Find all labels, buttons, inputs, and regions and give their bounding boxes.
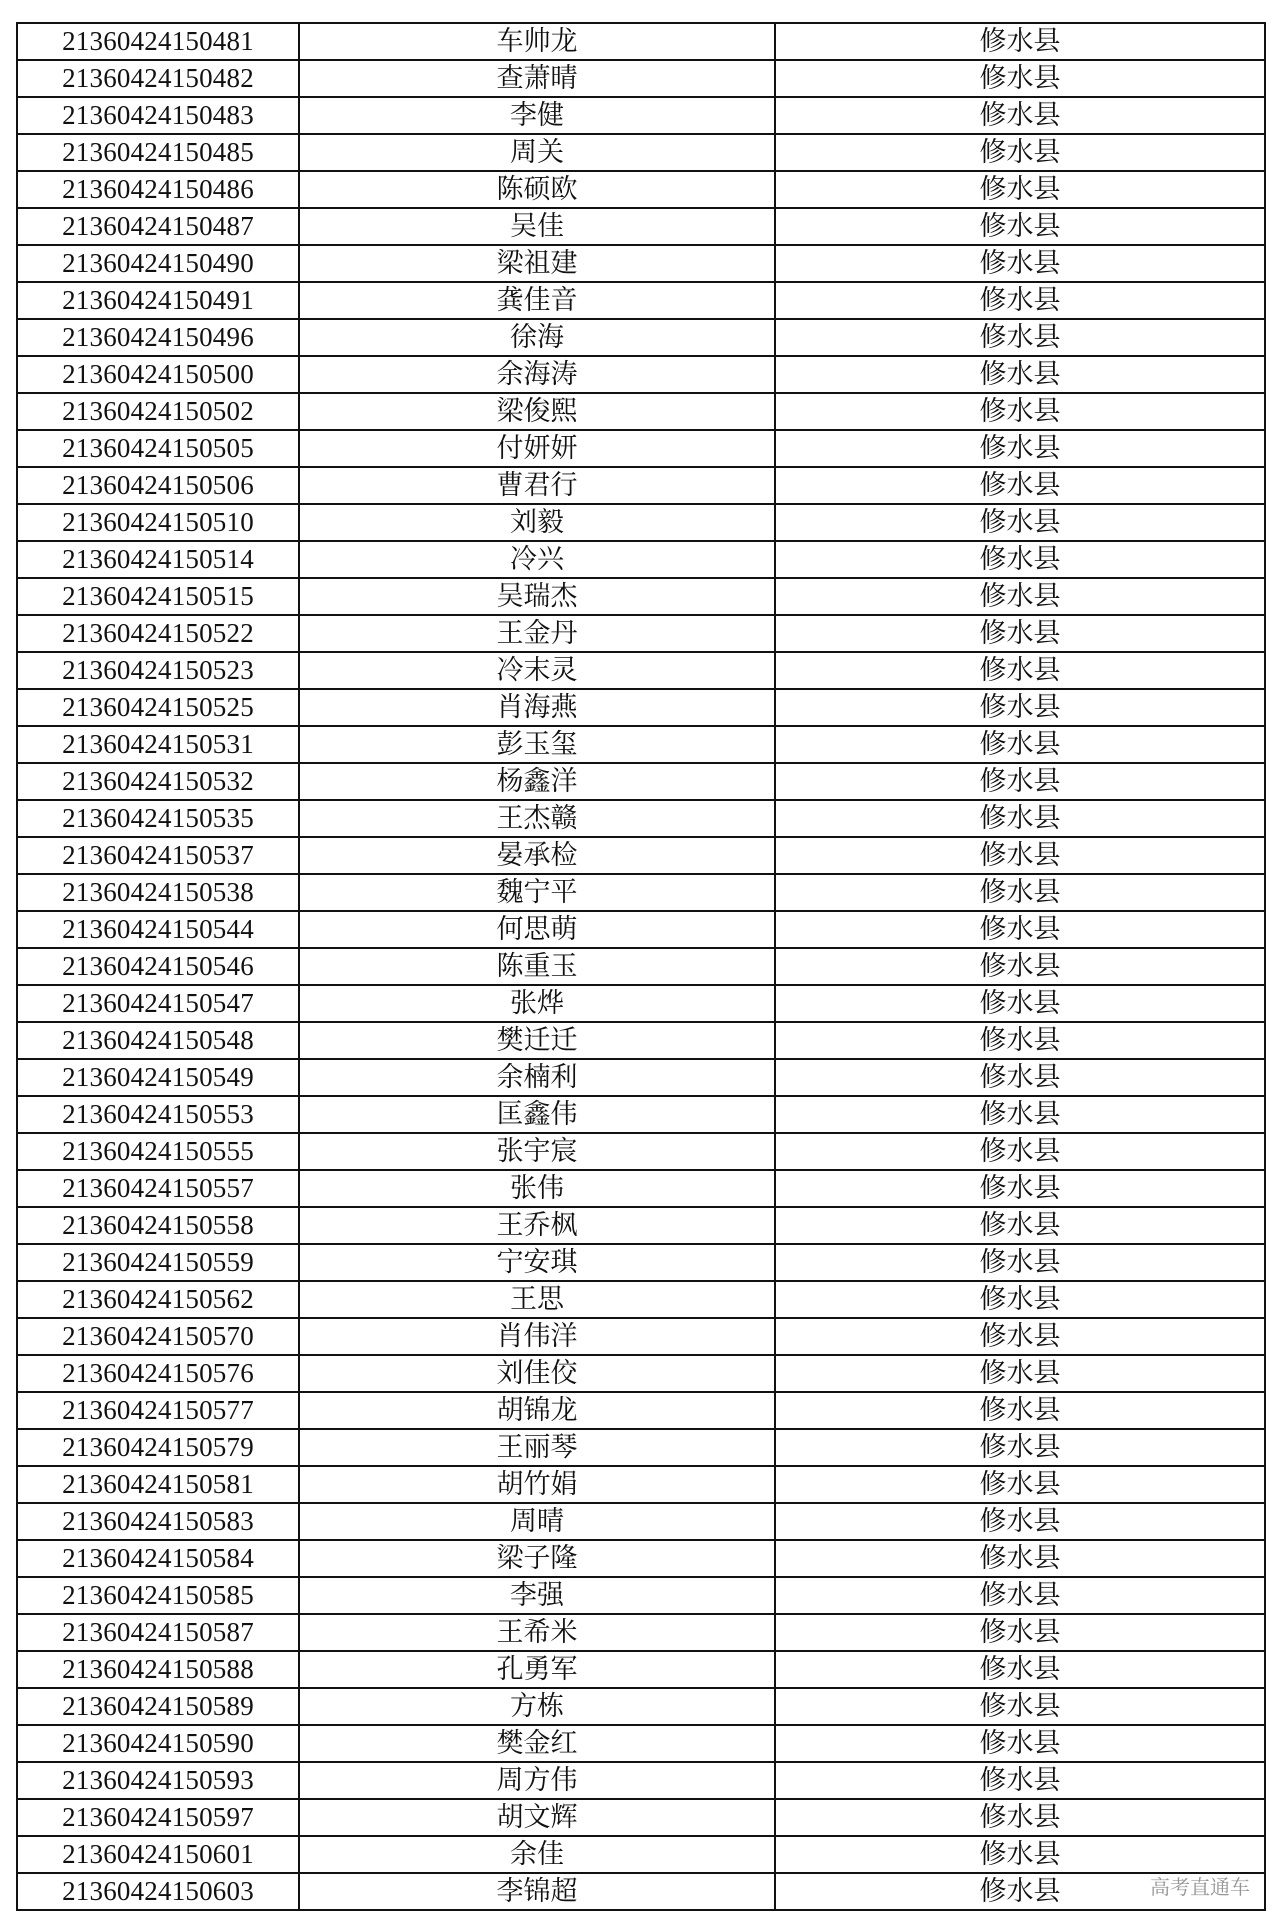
student-name-cell: 曹君行 [299,467,775,504]
exam-number-cell: 21360424150579 [17,1429,299,1466]
exam-number-cell: 21360424150510 [17,504,299,541]
county-cell: 修水县 [775,504,1265,541]
table-row [17,134,1265,171]
student-name-cell: 何思萌 [299,911,775,948]
county-cell: 修水县 [775,1059,1265,1096]
student-name-cell: 张伟 [299,1170,775,1207]
student-name-cell: 刘佳佼 [299,1355,775,1392]
table-row [17,1318,1265,1355]
student-name-cell: 孔勇军 [299,1651,775,1688]
exam-number-cell: 21360424150537 [17,837,299,874]
exam-number-cell: 21360424150535 [17,800,299,837]
student-name-cell: 吴佳 [299,208,775,245]
exam-number-cell: 21360424150576 [17,1355,299,1392]
student-name-cell: 刘毅 [299,504,775,541]
county-cell: 修水县 [775,356,1265,393]
student-name-cell: 匡鑫伟 [299,1096,775,1133]
student-name-cell: 徐海 [299,319,775,356]
table-row [17,282,1265,319]
student-name-cell: 王乔枫 [299,1207,775,1244]
exam-number-cell: 21360424150547 [17,985,299,1022]
county-cell: 修水县 [775,1244,1265,1281]
exam-number-cell: 21360424150546 [17,948,299,985]
exam-number-cell: 21360424150500 [17,356,299,393]
county-cell: 修水县 [775,726,1265,763]
student-name-cell: 樊迁迁 [299,1022,775,1059]
exam-number-cell: 21360424150570 [17,1318,299,1355]
county-cell: 修水县 [775,1170,1265,1207]
county-cell: 修水县 [775,1688,1265,1725]
exam-number-cell: 21360424150515 [17,578,299,615]
student-name-cell: 张宇宸 [299,1133,775,1170]
county-cell: 修水县 [775,134,1265,171]
student-name-cell: 冷兴 [299,541,775,578]
county-cell: 修水县 [775,319,1265,356]
table-row [17,97,1265,134]
student-name-cell: 胡竹娟 [299,1466,775,1503]
county-cell: 修水县 [775,1836,1265,1873]
table-row [17,578,1265,615]
exam-number-cell: 21360424150482 [17,60,299,97]
student-name-cell: 王丽琴 [299,1429,775,1466]
student-name-cell: 吴瑞杰 [299,578,775,615]
exam-number-cell: 21360424150581 [17,1466,299,1503]
county-cell: 修水县 [775,1725,1265,1762]
county-cell: 修水县 [775,1429,1265,1466]
county-cell: 修水县 [775,1022,1265,1059]
student-name-cell: 余海涛 [299,356,775,393]
exam-number-cell: 21360424150559 [17,1244,299,1281]
exam-number-cell: 21360424150588 [17,1651,299,1688]
exam-number-cell: 21360424150584 [17,1540,299,1577]
county-cell: 修水县 [775,911,1265,948]
roster-body [17,23,1265,1910]
county-cell: 修水县 [775,541,1265,578]
exam-number-cell: 21360424150486 [17,171,299,208]
table-row [17,430,1265,467]
table-row [17,1059,1265,1096]
county-cell: 修水县 [775,1096,1265,1133]
exam-number-cell: 21360424150506 [17,467,299,504]
county-cell: 修水县 [775,467,1265,504]
table-row [17,1207,1265,1244]
county-cell: 修水县 [775,800,1265,837]
county-cell: 修水县 [775,282,1265,319]
county-cell: 修水县 [775,1133,1265,1170]
exam-number-cell: 21360424150589 [17,1688,299,1725]
table-row [17,393,1265,430]
student-name-cell: 魏宁平 [299,874,775,911]
student-name-cell: 宁安琪 [299,1244,775,1281]
county-cell: 修水县 [775,689,1265,726]
table-row [17,1244,1265,1281]
county-cell: 修水县 [775,837,1265,874]
county-cell: 修水县 [775,97,1265,134]
table-row [17,319,1265,356]
student-name-cell: 周晴 [299,1503,775,1540]
table-row [17,726,1265,763]
county-cell: 修水县 [775,1873,1265,1910]
student-name-cell: 余佳 [299,1836,775,1873]
table-row [17,1466,1265,1503]
exam-number-cell: 21360424150490 [17,245,299,282]
exam-number-cell: 21360424150502 [17,393,299,430]
county-cell: 修水县 [775,245,1265,282]
table-row [17,1688,1265,1725]
student-name-cell: 杨鑫洋 [299,763,775,800]
exam-number-cell: 21360424150522 [17,615,299,652]
table-row [17,60,1265,97]
student-name-cell: 张烨 [299,985,775,1022]
exam-number-cell: 21360424150531 [17,726,299,763]
table-row [17,763,1265,800]
student-name-cell: 肖伟洋 [299,1318,775,1355]
exam-number-cell: 21360424150505 [17,430,299,467]
county-cell: 修水县 [775,1207,1265,1244]
student-name-cell: 梁俊熙 [299,393,775,430]
admission-roster-table [16,22,1266,1911]
table-row [17,985,1265,1022]
table-row [17,689,1265,726]
table-row [17,1799,1265,1836]
exam-number-cell: 21360424150544 [17,911,299,948]
table-row [17,1836,1265,1873]
table-row [17,1762,1265,1799]
student-name-cell: 方栋 [299,1688,775,1725]
county-cell: 修水县 [775,1503,1265,1540]
table-row [17,1725,1265,1762]
exam-number-cell: 21360424150483 [17,97,299,134]
exam-number-cell: 21360424150590 [17,1725,299,1762]
county-cell: 修水县 [775,60,1265,97]
table-row [17,245,1265,282]
student-name-cell: 梁子隆 [299,1540,775,1577]
table-row [17,541,1265,578]
exam-number-cell: 21360424150487 [17,208,299,245]
table-row [17,1651,1265,1688]
exam-number-cell: 21360424150514 [17,541,299,578]
county-cell: 修水县 [775,763,1265,800]
county-cell: 修水县 [775,1577,1265,1614]
table-row [17,874,1265,911]
exam-number-cell: 21360424150555 [17,1133,299,1170]
student-name-cell: 车帅龙 [299,23,775,60]
county-cell: 修水县 [775,171,1265,208]
table-row [17,171,1265,208]
county-cell: 修水县 [775,652,1265,689]
student-name-cell: 冷末灵 [299,652,775,689]
table-row [17,467,1265,504]
county-cell: 修水县 [775,1392,1265,1429]
exam-number-cell: 21360424150577 [17,1392,299,1429]
exam-number-cell: 21360424150548 [17,1022,299,1059]
table-row [17,504,1265,541]
student-name-cell: 王金丹 [299,615,775,652]
table-row [17,1281,1265,1318]
student-name-cell: 胡锦龙 [299,1392,775,1429]
county-cell: 修水县 [775,1762,1265,1799]
table-row [17,356,1265,393]
county-cell: 修水县 [775,208,1265,245]
table-row [17,615,1265,652]
table-row [17,911,1265,948]
county-cell: 修水县 [775,1614,1265,1651]
exam-number-cell: 21360424150587 [17,1614,299,1651]
county-cell: 修水县 [775,23,1265,60]
student-name-cell: 肖海燕 [299,689,775,726]
student-name-cell: 陈硕欧 [299,171,775,208]
student-name-cell: 查萧晴 [299,60,775,97]
table-row [17,1133,1265,1170]
exam-number-cell: 21360424150532 [17,763,299,800]
student-name-cell: 晏承检 [299,837,775,874]
county-cell: 修水县 [775,1355,1265,1392]
table-row [17,837,1265,874]
table-row [17,208,1265,245]
student-name-cell: 付妍妍 [299,430,775,467]
student-name-cell: 樊金红 [299,1725,775,1762]
exam-number-cell: 21360424150562 [17,1281,299,1318]
table-row [17,1096,1265,1133]
county-cell: 修水县 [775,874,1265,911]
exam-number-cell: 21360424150603 [17,1873,299,1910]
exam-number-cell: 21360424150549 [17,1059,299,1096]
county-cell: 修水县 [775,1651,1265,1688]
exam-number-cell: 21360424150525 [17,689,299,726]
watermark-text: 高考直通车 [1150,1875,1250,1899]
student-name-cell: 王思 [299,1281,775,1318]
exam-number-cell: 21360424150481 [17,23,299,60]
exam-number-cell: 21360424150485 [17,134,299,171]
student-name-cell: 李强 [299,1577,775,1614]
county-cell: 修水县 [775,430,1265,467]
student-name-cell: 王杰赣 [299,800,775,837]
student-name-cell: 周方伟 [299,1762,775,1799]
table-row [17,1540,1265,1577]
student-name-cell: 彭玉玺 [299,726,775,763]
student-name-cell: 梁祖建 [299,245,775,282]
county-cell: 修水县 [775,615,1265,652]
table-row [17,1577,1265,1614]
table-row [17,1429,1265,1466]
exam-number-cell: 21360424150601 [17,1836,299,1873]
table-row [17,1392,1265,1429]
student-name-cell: 陈重玉 [299,948,775,985]
exam-number-cell: 21360424150491 [17,282,299,319]
exam-number-cell: 21360424150553 [17,1096,299,1133]
county-cell: 修水县 [775,1318,1265,1355]
county-cell: 修水县 [775,948,1265,985]
table-row [17,652,1265,689]
table-row [17,1873,1265,1910]
county-cell: 修水县 [775,1466,1265,1503]
county-cell: 修水县 [775,393,1265,430]
county-cell: 修水县 [775,1799,1265,1836]
exam-number-cell: 21360424150583 [17,1503,299,1540]
county-cell: 修水县 [775,1281,1265,1318]
table-row [17,1503,1265,1540]
exam-number-cell: 21360424150558 [17,1207,299,1244]
table-row [17,948,1265,985]
county-cell: 修水县 [775,985,1265,1022]
exam-number-cell: 21360424150523 [17,652,299,689]
student-name-cell: 余楠利 [299,1059,775,1096]
exam-number-cell: 21360424150538 [17,874,299,911]
county-cell: 修水县 [775,1540,1265,1577]
table-row [17,1355,1265,1392]
table-row [17,1022,1265,1059]
student-name-cell: 李健 [299,97,775,134]
exam-number-cell: 21360424150557 [17,1170,299,1207]
table-row [17,23,1265,60]
exam-number-cell: 21360424150597 [17,1799,299,1836]
table-row [17,1170,1265,1207]
exam-number-cell: 21360424150593 [17,1762,299,1799]
table-row [17,800,1265,837]
student-name-cell: 胡文辉 [299,1799,775,1836]
county-cell: 修水县 [775,578,1265,615]
student-name-cell: 龚佳音 [299,282,775,319]
student-name-cell: 王希米 [299,1614,775,1651]
student-name-cell: 周关 [299,134,775,171]
table-row [17,1614,1265,1651]
exam-number-cell: 21360424150585 [17,1577,299,1614]
student-name-cell: 李锦超 [299,1873,775,1910]
exam-number-cell: 21360424150496 [17,319,299,356]
